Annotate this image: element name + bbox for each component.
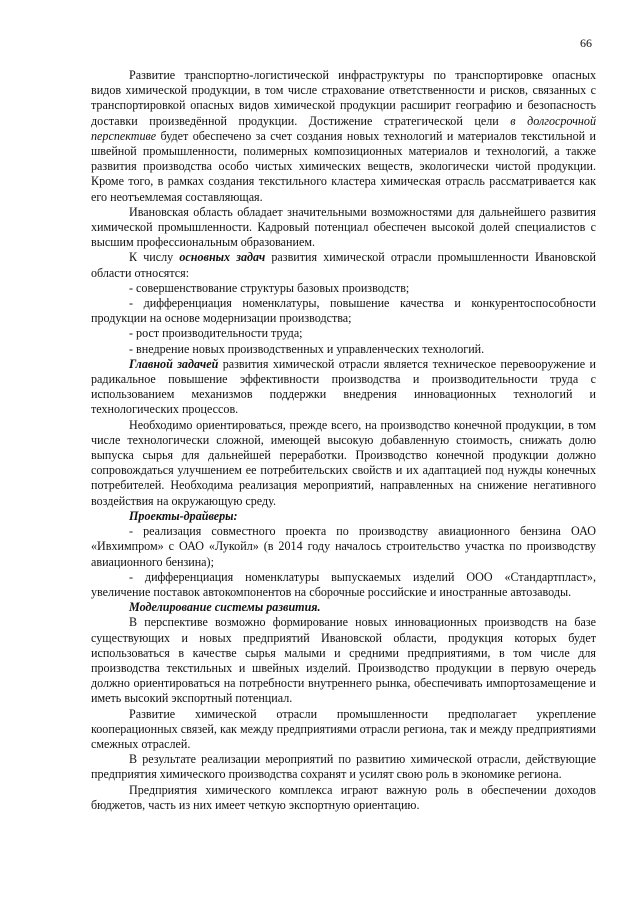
page-content bbox=[91, 68, 596, 813]
emphasis-main-tasks: основных задач bbox=[179, 250, 266, 265]
paragraph-innovation: В перспективе возможно формирование новых инновационных производств на базе существующих и новых предприятий Ивановской области, продукция которых будет использоваться в качестве сырья малыми и средними предприятиями, в том числе для производства текстильных и швейных изделий. Производство продукции в первую очередь должно ориентироваться на потребности внутреннего рынка, обеспечивать импортозамещение и иметь высокий экспортный потенциал. bbox=[91, 615, 596, 706]
paragraph-final-products: Необходимо ориентироваться, прежде всего, на производство конечной продукции, в том числе технологически сложной, имеющей высокую добавленную стоимость, снижать долю выпуска сырья для дальнейшей переработки. Производство конечной продукции должно сопровождаться улучшением ее потребительских свойств и их адаптацией под нужды конечных потребителей. Необходима реализация мероприятий, направленных на снижение негативного воздействия на окружающую среду. bbox=[91, 417, 596, 508]
paragraph-text: будет обеспечено за счет создания новых технологий и материалов текстильной и швейной промышленности, полимерных композиционных материалов и технологий, а также развития производства особо чистых химических веществ, экологически чистой продукции. Кроме того, в рамках создания текстильного кластера химическая отрасль рассматривается как его неотъемлемая составляющая. bbox=[91, 128, 596, 204]
paragraph-main-tasks-intro bbox=[91, 250, 596, 280]
paragraph-text: Развитие транспортно-логистической инфраструктуры по транспортировке опасных видов химической продукции, в том числе страхование ответственности и рисков, связанных с транспортировкой опасных видов химической продукции расширит географию и безопасность доставки произведённой продукции. Достижение стратегической цели bbox=[91, 68, 596, 128]
paragraph-text: развития химической отрасли является техническое перевооружение и радикальное повышение эффективности производства и производительности труда с использованием механизмов поддержки внедрения инновационных технологий и технологических процессов. bbox=[91, 356, 596, 417]
paragraph-budget: Предприятия химического комплекса играют важную роль в обеспечении доходов бюджетов, часть из них имеет четкую экспортную ориентацию. bbox=[91, 782, 596, 812]
driver-item: - дифференциация номенклатуры выпускаемых изделий ООО «Стандартпласт», увеличение поставок автокомпонентов на сборочные российские и иностранные автозаводы. bbox=[91, 569, 596, 599]
paragraph-transport bbox=[91, 68, 596, 205]
task-item: - совершенствование структуры базовых производств; bbox=[129, 280, 410, 295]
paragraph-principal-task bbox=[91, 357, 596, 418]
heading-modeling: Моделирование системы развития. bbox=[129, 600, 321, 615]
paragraph-cooperation: Развитие химической отрасли промышленности предполагает укрепление кооперационных связей, как между предприятиями отрасли региона, так и между предприятиями смежных отраслей. bbox=[91, 706, 596, 751]
paragraph-potential: Ивановская область обладает значительными возможностями для дальнейшего развития химической промышленности. Кадровый потенциал обеспечен высокой долей специалистов с высшим профессиональным образованием. bbox=[91, 204, 596, 250]
paragraph-results: В результате реализации мероприятий по развитию химической отрасли, действующие предприятия химического производства сохранят и усилят свою роль в экономике региона. bbox=[91, 752, 596, 782]
italic-phrase: в долгосрочной перспективе bbox=[91, 113, 596, 143]
emphasis-principal-task: Главной задачей bbox=[129, 356, 219, 371]
heading-driver-projects: Проекты-драйверы: bbox=[129, 508, 238, 523]
task-item: - рост производительности труда; bbox=[129, 326, 303, 341]
driver-item: - реализация совместного проекта по производству авиационного бензина ОАО «Ивхимпром» с ОАО «Лукойл» (в 2014 году началось строительство участка по производству авиационного бензина); bbox=[91, 524, 596, 569]
task-item: - дифференциация номенклатуры, повышение качества и конкурентоспособности продукции на основе модернизации производства; bbox=[91, 296, 596, 326]
page-number: 66 bbox=[580, 36, 592, 50]
paragraph-text: развития химической отрасли промышленности Ивановской области относятся: bbox=[91, 250, 596, 280]
task-item: - внедрение новых производственных и управленческих технологий. bbox=[129, 341, 485, 356]
paragraph-text: К числу bbox=[129, 250, 180, 265]
